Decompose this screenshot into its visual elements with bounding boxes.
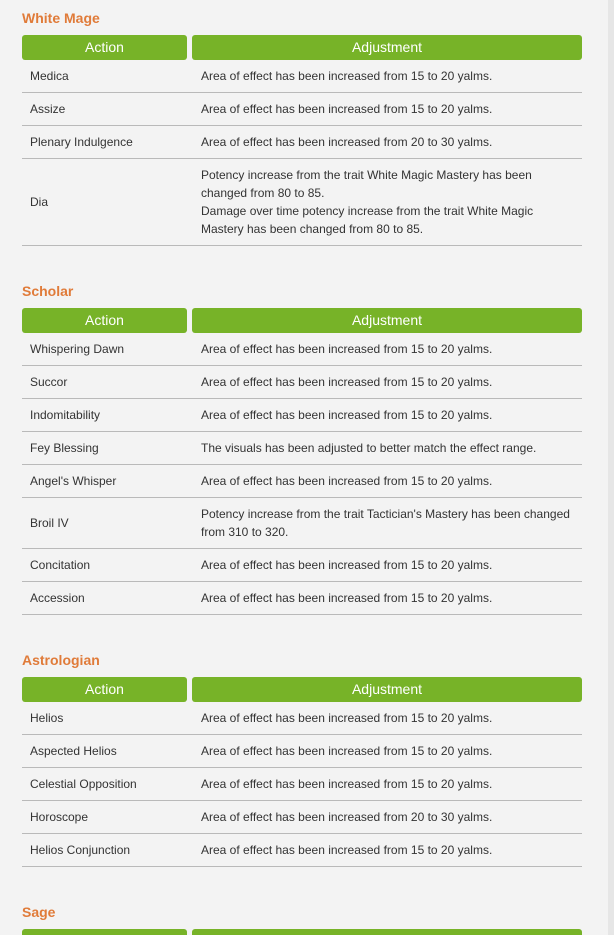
- action-name: Medica: [30, 69, 69, 83]
- action-name: Helios Conjunction: [30, 843, 131, 857]
- action-name: Whispering Dawn: [30, 342, 125, 356]
- table-row: [22, 801, 582, 834]
- table-row: [22, 702, 582, 735]
- table-row: [22, 768, 582, 801]
- action-name: Helios: [30, 711, 64, 725]
- adjustment-text: Area of effect has been increased from 15 to 20 yalms.: [201, 474, 493, 488]
- table-row: [22, 159, 582, 246]
- table-row: [22, 60, 582, 93]
- header-adjustment: Adjustment: [192, 677, 582, 702]
- action-name: Fey Blessing: [30, 441, 99, 455]
- adjustment-text: Area of effect has been increased from 15 to 20 yalms.: [201, 342, 493, 356]
- table-row: [22, 432, 582, 465]
- table-row: [22, 399, 582, 432]
- table-header: [22, 929, 582, 935]
- adjustment-text: Area of effect has been increased from 15 to 20 yalms.: [201, 744, 493, 758]
- action-name: Assize: [30, 102, 66, 116]
- table-row: [22, 582, 582, 615]
- adjustment-text: Area of effect has been increased from 15 to 20 yalms.: [201, 69, 493, 83]
- adjustment-text: Potency increase from the trait Tactician's Mastery has been changed from 310 to 320.: [201, 507, 570, 539]
- adjustment-text: Area of effect has been increased from 15 to 20 yalms.: [201, 777, 493, 791]
- action-name: Succor: [30, 375, 68, 389]
- section-astrologian: [22, 650, 582, 867]
- adjustment-text: Area of effect has been increased from 15 to 20 yalms.: [201, 102, 493, 116]
- table-header: [22, 308, 582, 333]
- adjustment-text: Area of effect has been increased from 15 to 20 yalms.: [201, 375, 493, 389]
- scrollbar[interactable]: [608, 0, 614, 935]
- table-row: [22, 93, 582, 126]
- action-name: Aspected Helios: [30, 744, 117, 758]
- header-action: Action: [22, 35, 187, 60]
- header-action: Action: [22, 308, 187, 333]
- adjustment-text: Area of effect has been increased from 15 to 20 yalms.: [201, 591, 493, 605]
- action-name: Indomitability: [30, 408, 101, 422]
- action-name: Concitation: [30, 558, 91, 572]
- action-name: Accession: [30, 591, 85, 605]
- header-adjustment: [192, 929, 582, 935]
- table-row: [22, 834, 582, 867]
- adjustment-text: Area of effect has been increased from 20 to 30 yalms.: [201, 135, 493, 149]
- action-name: Angel's Whisper: [30, 474, 117, 488]
- table-row: [22, 126, 582, 159]
- adjustment-text: Area of effect has been increased from 20 to 30 yalms.: [201, 810, 493, 824]
- table-row: [22, 498, 582, 549]
- adjustment-text: Area of effect has been increased from 15 to 20 yalms.: [201, 558, 493, 572]
- section-title: White Mage: [22, 10, 100, 26]
- section-title: Scholar: [22, 283, 74, 299]
- header-adjustment: Adjustment: [192, 308, 582, 333]
- table-header: [22, 35, 582, 60]
- header-action: [22, 929, 187, 935]
- header-adjustment: Adjustment: [192, 35, 582, 60]
- section-scholar: [22, 281, 582, 615]
- adjustment-text: The visuals has been adjusted to better match the effect range.: [201, 441, 537, 455]
- action-name: Broil IV: [30, 516, 69, 530]
- table-row: [22, 735, 582, 768]
- adjustment-text: Area of effect has been increased from 15 to 20 yalms.: [201, 711, 493, 725]
- table-header: [22, 677, 582, 702]
- table-row: [22, 333, 582, 366]
- section-title: Astrologian: [22, 652, 100, 668]
- section-white-mage: [22, 8, 582, 246]
- action-name: Celestial Opposition: [30, 777, 137, 791]
- adjustment-text: Area of effect has been increased from 15 to 20 yalms.: [201, 843, 493, 857]
- section-title: Sage: [22, 904, 56, 920]
- header-action: Action: [22, 677, 187, 702]
- action-name: Dia: [30, 195, 49, 209]
- table-row: [22, 465, 582, 498]
- adjustment-text: Area of effect has been increased from 15 to 20 yalms.: [201, 408, 493, 422]
- table-row: [22, 549, 582, 582]
- action-name: Horoscope: [30, 810, 89, 824]
- adjustment-text: Potency increase from the trait White Magic Mastery has been changed from 80 to 85. Damage over time potency increase from the trait White Magic Mastery has been changed from 80 to 85.: [201, 168, 534, 236]
- action-name: Plenary Indulgence: [30, 135, 133, 149]
- table-row: [22, 366, 582, 399]
- section-sage: [22, 902, 582, 935]
